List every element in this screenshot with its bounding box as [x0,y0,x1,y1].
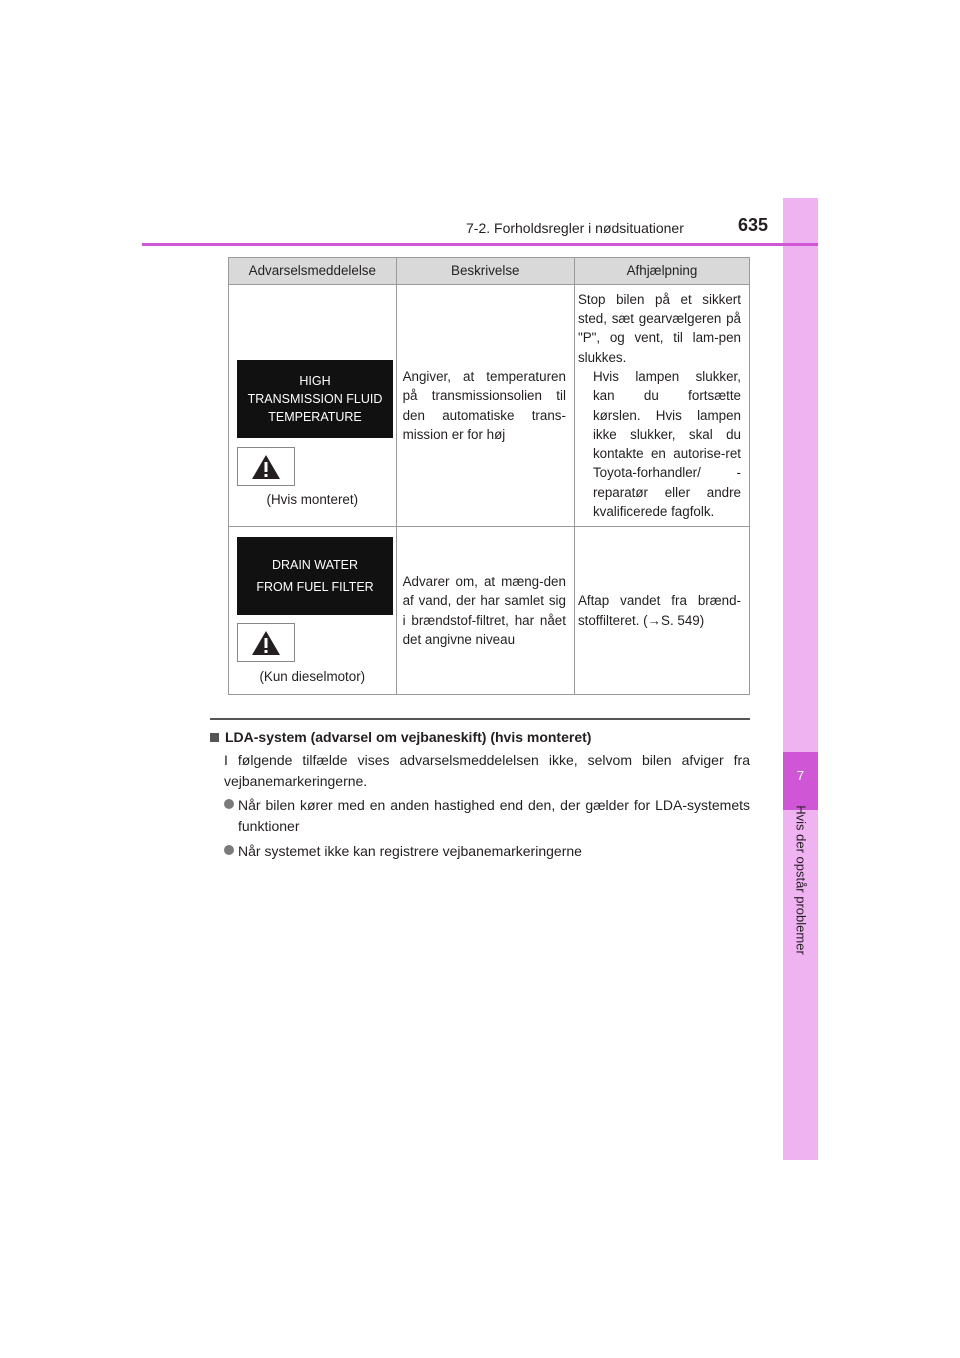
condition-note: (Kun dieselmotor) [259,669,366,684]
list-item-text: Når systemet ikke kan registrere vejbanemarkeringerne [238,843,582,859]
lda-heading-text: LDA-system (advarsel om vejbaneskift) (hvis monteret) [225,729,592,745]
remedy-cell [574,527,749,695]
display-line: TRANSMISSION FLUID [247,392,383,406]
condition-note: (Hvis monteret) [266,492,359,507]
display-line: TEMPERATURE [268,410,362,424]
list-item [224,841,750,862]
display-line: HIGH [299,374,331,388]
page-number: 635 [738,215,769,235]
table-row [229,527,750,695]
message-cell [229,527,397,695]
column-header-description: Beskrivelse [396,258,574,285]
remedy-cell [574,285,749,527]
chapter-number: 7 [796,768,805,783]
section-divider [210,718,750,720]
remedy-intro: Aftap vandet fra brænd-stoffilteret. (→S. 549) [577,593,741,628]
warning-triangle-icon [237,623,295,662]
list-item [224,795,750,836]
lda-heading [210,729,591,745]
square-bullet-icon [210,733,219,742]
remedy-intro: Stop bilen på et sikkert sted, sæt gearvælgeren på "P", og vent, til lam-pen slukkes. [577,291,741,365]
warning-triangle-icon [237,447,295,486]
display-screen [237,360,393,438]
bullet-dot-icon [224,845,234,855]
column-header-message: Advarselsmeddelelse [229,258,397,285]
chapter-title: Hvis der opstår problemer [793,805,809,955]
display-line: DRAIN WATER [271,558,359,572]
description-cell: Angiver, at temperaturen på transmissionsolien til den automatiske trans-mission er for høj [396,285,574,527]
section-title: 7-2. Forholdsregler i nødsituationer [466,220,684,236]
table-row [229,285,750,527]
message-cell [229,285,397,527]
list-item-text: Når bilen kører med en anden hastighed end den, der gælder for LDA-systemets funktioner [238,797,750,834]
column-header-remedy: Afhjælpning [574,258,749,285]
remedy-detail: Hvis lampen slukker, kan du fortsætte kørslen. Hvis lampen ikke slukker, skal du kontakte en autorise-ret Toyota-forhandler/ -reparatør eller andre kvalificerede fagfolk. [592,368,741,519]
warning-table [228,257,750,695]
description-cell: Advarer om, at mæng-den af vand, der har samlet sig i brændstof-filtret, har nået det angivne niveau [396,527,574,695]
bullet-dot-icon [224,799,234,809]
lda-body-text: I følgende tilfælde vises advarselsmeddelelsen ikke, selvom bilen afviger fra vejbanemarkeringerne. [224,752,750,789]
chapter-side-tab [783,198,818,1160]
header-rule [142,243,818,246]
display-line: FROM FUEL FILTER [256,580,374,594]
display-screen [237,537,393,615]
